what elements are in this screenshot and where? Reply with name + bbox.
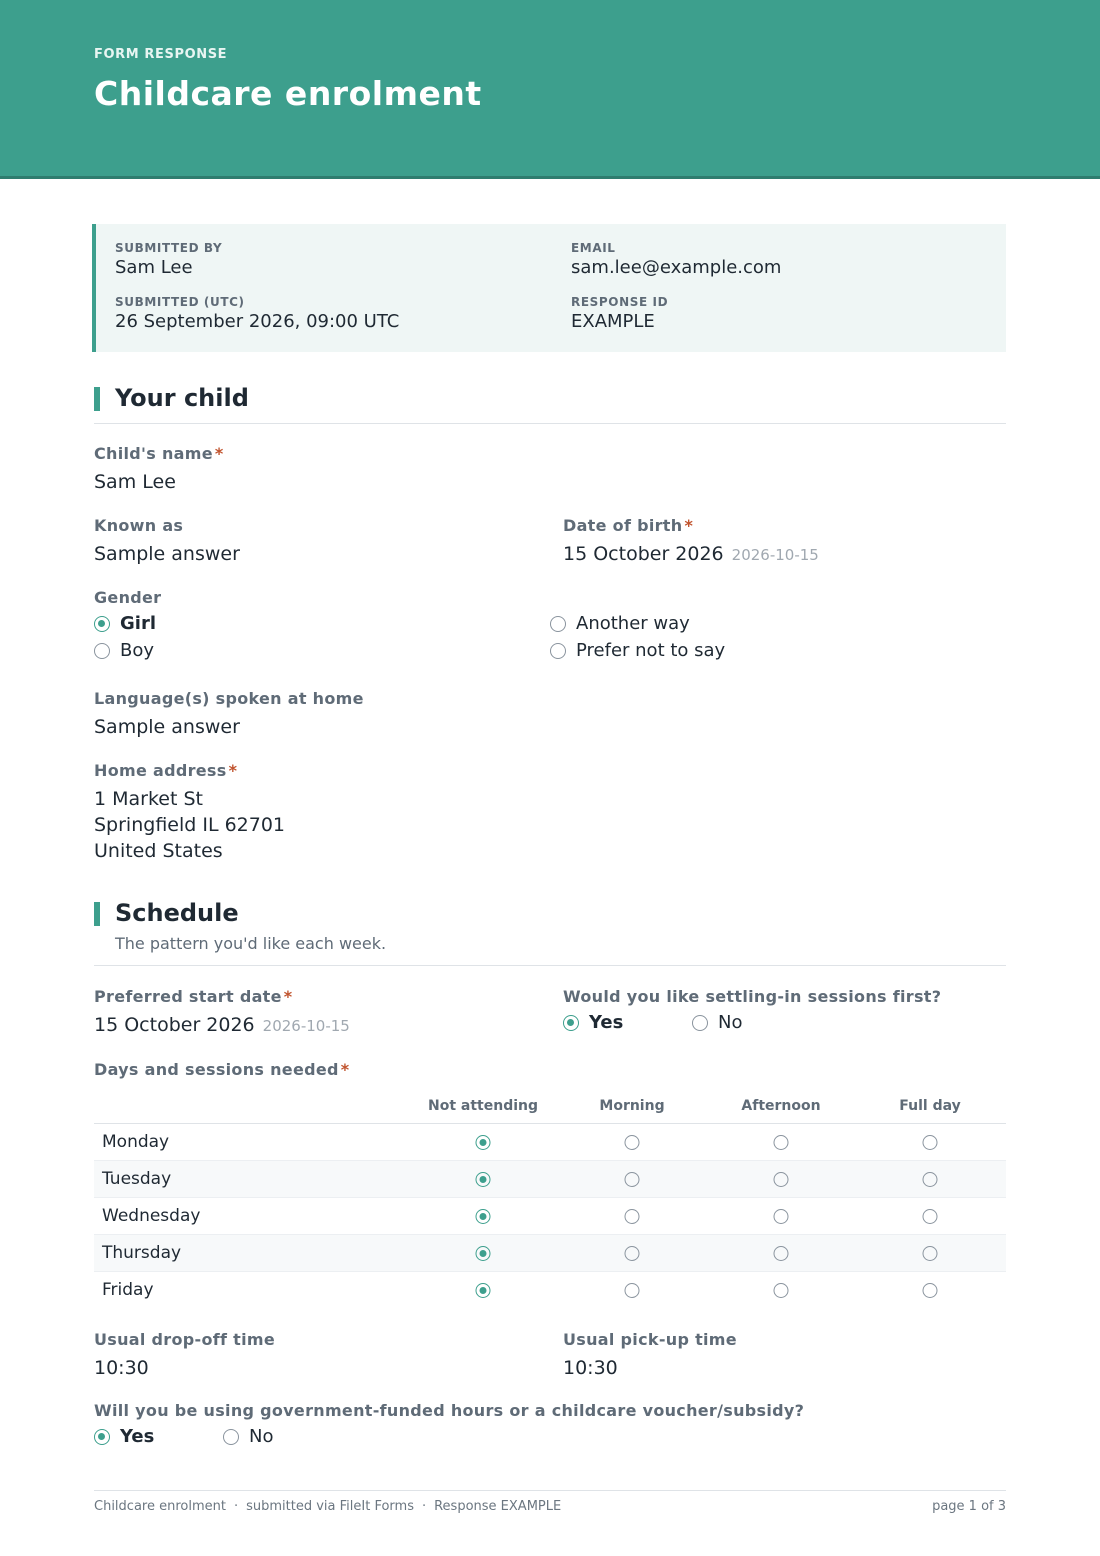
grid-radio-selected[interactable]	[476, 1135, 491, 1150]
field-value: Sample answer	[94, 543, 240, 565]
page-number: page 1 of 3	[932, 1499, 1006, 1514]
header-kicker: FORM RESPONSE	[94, 47, 228, 62]
required-marker: *	[340, 1060, 350, 1079]
field-label: Usual drop-off time	[94, 1330, 276, 1349]
email-value: sam.lee@example.com	[571, 257, 782, 278]
radio-selected-icon	[563, 1015, 579, 1031]
column-header: Not attending	[427, 1098, 539, 1114]
field-days-sessions	[94, 1060, 349, 1079]
grid-radio[interactable]	[774, 1172, 789, 1187]
field-pickup-time	[563, 1330, 737, 1381]
field-gender	[94, 588, 161, 607]
field-label	[94, 1060, 349, 1079]
field-label: Usual pick-up time	[563, 1330, 737, 1349]
row-day-label: Wednesday	[102, 1206, 201, 1226]
section-title: Your child	[115, 384, 249, 412]
email-cell	[571, 241, 781, 278]
grid-radio[interactable]	[923, 1283, 938, 1298]
submitted-utc-cell	[115, 295, 399, 332]
settling-option-no[interactable]	[692, 1012, 742, 1033]
radio-empty-icon	[550, 643, 566, 659]
submitted-utc-label: SUBMITTED (UTC)	[115, 295, 245, 309]
grid-radio[interactable]	[625, 1283, 640, 1298]
grid-radio[interactable]	[774, 1283, 789, 1298]
address-line: United States	[94, 840, 223, 862]
grid-header-row	[94, 1090, 1006, 1124]
gender-option-boy[interactable]	[94, 640, 154, 661]
field-value: Sample answer	[94, 716, 240, 738]
grid-row-wednesday	[94, 1198, 1006, 1235]
field-label	[94, 987, 350, 1006]
field-value: 10:30	[563, 1357, 618, 1379]
footer-response: Response EXAMPLE	[434, 1499, 562, 1514]
field-value: 10:30	[94, 1357, 149, 1379]
field-languages	[94, 689, 364, 740]
grid-radio[interactable]	[923, 1135, 938, 1150]
submitted-by-label: SUBMITTED BY	[115, 241, 223, 255]
field-label: Gender	[94, 588, 162, 607]
grid-radio-selected[interactable]	[476, 1209, 491, 1224]
field-label	[563, 516, 819, 535]
option-label: Prefer not to say	[576, 640, 726, 661]
grid-radio-selected[interactable]	[476, 1172, 491, 1187]
row-day-label: Monday	[102, 1132, 170, 1152]
grid-radio[interactable]	[923, 1172, 938, 1187]
field-label	[94, 444, 224, 463]
row-day-label: Thursday	[102, 1243, 182, 1263]
label-text: Home address	[94, 761, 227, 780]
field-value: Sam Lee	[94, 471, 176, 493]
field-value	[94, 1012, 350, 1039]
label-text: Date of birth	[563, 516, 683, 535]
grid-radio[interactable]	[923, 1246, 938, 1261]
field-date-of-birth	[563, 516, 819, 568]
section-accent-bar	[94, 387, 100, 411]
grid-radio[interactable]	[774, 1135, 789, 1150]
address-line: 1 Market St	[94, 788, 203, 810]
grid-radio[interactable]	[625, 1172, 640, 1187]
page-footer	[94, 1490, 1006, 1514]
funded-option-no[interactable]	[223, 1426, 273, 1447]
field-label	[94, 761, 285, 780]
required-marker: *	[214, 444, 224, 463]
footer-separator: ·	[421, 1499, 427, 1514]
radio-empty-icon	[550, 616, 566, 632]
field-label: Known as	[94, 516, 184, 535]
required-marker: *	[684, 516, 694, 535]
submitted-utc-value: 26 September 2026, 09:00 UTC	[115, 311, 400, 332]
radio-selected-icon	[94, 616, 110, 632]
required-marker: *	[283, 987, 293, 1006]
field-childs-name	[94, 444, 224, 495]
grid-row-thursday	[94, 1235, 1006, 1272]
gender-option-another-way[interactable]	[550, 613, 690, 634]
grid-row-monday	[94, 1124, 1006, 1161]
field-value	[563, 541, 819, 568]
email-label: EMAIL	[571, 241, 616, 255]
field-label: Would you like settling-in sessions first?	[563, 987, 942, 1006]
grid-radio[interactable]	[774, 1209, 789, 1224]
column-header: Afternoon	[741, 1098, 821, 1114]
days-sessions-grid	[94, 1090, 1006, 1309]
footer-separator: ·	[233, 1499, 239, 1514]
field-label: Language(s) spoken at home	[94, 689, 364, 708]
grid-radio[interactable]	[625, 1246, 640, 1261]
settling-option-yes[interactable]	[563, 1012, 623, 1033]
option-label: Boy	[120, 640, 155, 661]
column-header: Morning	[599, 1098, 665, 1114]
response-id-label: RESPONSE ID	[571, 295, 669, 309]
submitted-by-cell	[115, 241, 222, 278]
grid-radio-selected[interactable]	[476, 1283, 491, 1298]
option-label: No	[718, 1012, 743, 1033]
iso-date: 2026-10-15	[731, 546, 819, 564]
field-known-as	[94, 516, 240, 567]
grid-body	[94, 1124, 1006, 1309]
field-home-address	[94, 761, 285, 864]
label-text: Preferred start date	[94, 987, 282, 1006]
radio-empty-icon	[94, 643, 110, 659]
radio-selected-icon	[94, 1429, 110, 1445]
required-marker: *	[228, 761, 238, 780]
field-label: Will you be using government-funded hours or a childcare voucher/subsidy?	[94, 1401, 805, 1420]
column-header: Full day	[899, 1098, 961, 1114]
grid-radio-selected[interactable]	[476, 1246, 491, 1261]
date-text: 15 October 2026	[563, 543, 724, 565]
iso-date: 2026-10-15	[262, 1017, 350, 1035]
option-label: Yes	[120, 1426, 155, 1447]
grid-radio[interactable]	[923, 1209, 938, 1224]
grid-row-friday	[94, 1272, 1006, 1309]
radio-empty-icon	[692, 1015, 708, 1031]
section-schedule	[94, 899, 1006, 966]
funded-option-yes[interactable]	[94, 1426, 154, 1447]
address-line: Springfield IL 62701	[94, 814, 286, 836]
submission-meta-panel	[92, 224, 1006, 352]
field-settling-in	[563, 987, 941, 1006]
option-label: Another way	[576, 613, 690, 634]
response-id-cell	[571, 295, 668, 332]
field-funded-hours	[94, 1401, 804, 1420]
row-day-label: Tuesday	[102, 1169, 172, 1189]
label-text: Child's name	[94, 444, 213, 463]
gender-option-girl[interactable]	[94, 613, 156, 634]
section-title: Schedule	[115, 899, 239, 927]
option-label: No	[249, 1426, 274, 1447]
grid-radio[interactable]	[625, 1209, 640, 1224]
option-label: Yes	[589, 1012, 624, 1033]
grid-row-tuesday	[94, 1161, 1006, 1198]
response-id-value: EXAMPLE	[571, 311, 655, 332]
grid-radio[interactable]	[625, 1135, 640, 1150]
footer-info	[94, 1499, 561, 1514]
gender-option-prefer-not-to-say[interactable]	[550, 640, 725, 661]
address-lines	[94, 786, 285, 864]
submitted-by-value: Sam Lee	[115, 257, 193, 278]
footer-via: submitted via FileIt Forms	[246, 1499, 414, 1514]
radio-empty-icon	[223, 1429, 239, 1445]
row-day-label: Friday	[102, 1280, 154, 1300]
field-dropoff-time	[94, 1330, 275, 1381]
option-label: Girl	[120, 613, 156, 634]
form-header	[0, 0, 1100, 179]
date-text: 15 October 2026	[94, 1014, 255, 1036]
label-text: Days and sessions needed	[94, 1060, 339, 1079]
field-preferred-start-date	[94, 987, 350, 1039]
section-accent-bar	[94, 902, 100, 926]
grid-radio[interactable]	[774, 1246, 789, 1261]
section-description: The pattern you'd like each week.	[115, 934, 387, 953]
footer-form-name: Childcare enrolment	[94, 1499, 226, 1514]
section-your-child	[94, 384, 1006, 424]
form-title: Childcare enrolment	[94, 74, 482, 113]
